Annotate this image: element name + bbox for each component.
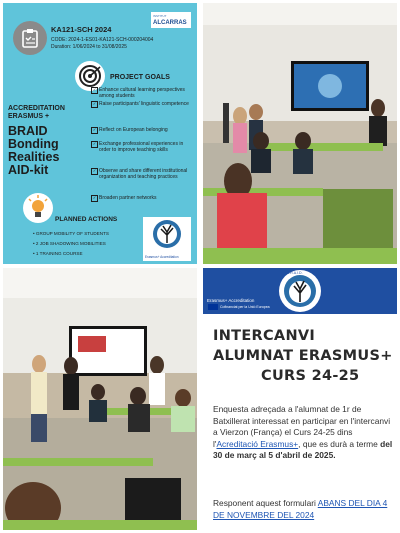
notice-title-line: INTERCANVI: [213, 328, 316, 344]
goal-item: ✓ Enhance cultural learning perspectives among students: [92, 87, 185, 99]
goal-item: ✓ Broaden partner networks: [92, 195, 157, 201]
eu-cofunded-label: Cofinanciat per la Unió Europea: [220, 305, 270, 309]
notice-header: B.R.A.I.D. Erasmus+ Accreditation Cofinanciat per la Unió Europea: [203, 268, 397, 314]
accreditation-label: Erasmus+ Accreditation: [207, 298, 255, 303]
goal-item: ✓ Observe and share different institutional organization and teaching practices: [92, 168, 188, 180]
notice-paragraph: Enquesta adreçada a l'alumnat de 1r de Batxillerat interessat en participar en l'intercanvi a Vierzon (França) el Curs 24-25 dins l'Acreditació Erasmus+, que es durà a terme del 30 de març al 5 d'abril de 2025.: [213, 404, 393, 461]
classroom-photo: [3, 268, 197, 530]
lightbulb-icon: [23, 193, 53, 223]
goals-title: PROJECT GOALS: [110, 74, 170, 81]
project-duration: Duration: 1/06/2024 to 31/08/2025: [51, 44, 127, 50]
classroom-photo: [203, 3, 397, 264]
accreditation-link[interactable]: Acreditació Erasmus+: [216, 438, 299, 449]
notice-paragraph: Responent aquest formulari ABANS DEL DIA 4 DE NOVEMBRE DEL 2024: [213, 498, 388, 520]
goal-item: ✓ Exchange professional experiences in order to improve teaching skills: [92, 141, 184, 153]
braid-tree-logo: [279, 270, 321, 312]
project-code: CODE: 2024-1-ES01-KA121-SCH-000204004: [51, 37, 154, 43]
planned-actions-title: PLANNED ACTIONS: [55, 216, 118, 223]
braid-title: BRAID Bonding Realities AID-kit: [8, 124, 60, 177]
notice-title-line: CURS 24-25: [261, 368, 360, 384]
goal-item: ✓ Reflect on European belonging: [92, 127, 168, 133]
notice-title-line: ALUMNAT ERASMUS+: [213, 348, 393, 364]
project-id: KA121-SCH 2024: [51, 25, 112, 34]
eu-flag-icon: [208, 304, 218, 310]
braid-logo: Erasmus+ Accreditation: [143, 217, 191, 261]
action-item: • 2 JOB SHADOWING MOBILITIES: [33, 241, 106, 246]
clipboard-icon: [13, 21, 47, 55]
erasmus-poster: [3, 3, 197, 264]
school-logo: INSTITUT ALCARRAS: [151, 12, 191, 28]
accreditation-label: ACCREDITATION ERASMUS +: [8, 105, 65, 120]
action-item: • 1 TRAINING COURSE: [33, 251, 83, 256]
erasmus-exchange-notice: [203, 268, 397, 530]
goal-item: ✓ Raise participants' linguistic competence: [92, 101, 189, 107]
action-item: • GROUP MOBILITY OF STUDENTS: [33, 231, 109, 236]
